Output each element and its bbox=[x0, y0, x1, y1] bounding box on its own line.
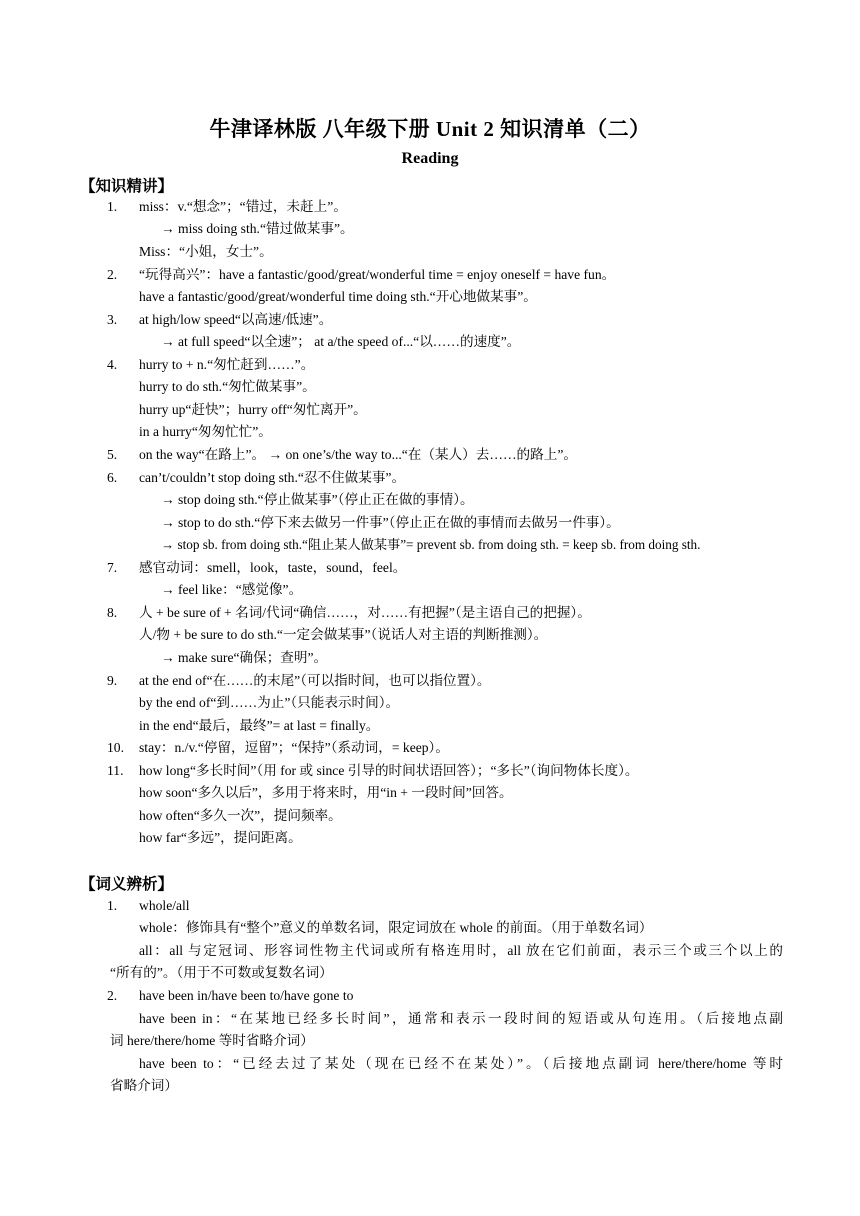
item-number: 10. bbox=[107, 740, 124, 755]
document-subtitle: Reading bbox=[401, 150, 459, 167]
item-line: → feel like：“感觉像”。 bbox=[161, 582, 303, 597]
item-number: 2. bbox=[107, 267, 118, 282]
item-number: 7. bbox=[107, 560, 118, 575]
section-heading-knowledge: 【知识精讲】 bbox=[80, 178, 174, 195]
item-line: → stop doing sth.“停止做某事”（停止正在做的事情）。 bbox=[161, 492, 474, 507]
item-line: 感官动词：smell，look，taste，sound，feel。 bbox=[139, 560, 407, 575]
item-number: 9. bbox=[107, 673, 118, 688]
item-line: 省略介词） bbox=[110, 1078, 178, 1093]
item-line: Miss：“小姐，女士”。 bbox=[139, 244, 273, 259]
item-line: in a hurry“匆匆忙忙”。 bbox=[139, 424, 272, 439]
item-line: “玩得高兴”：have a fantastic/good/great/wonderful time = enjoy oneself = have fun。 bbox=[139, 267, 616, 282]
item-line: how often“多久一次”，提问频率。 bbox=[139, 808, 342, 823]
item-line: 词 here/there/home 等时省略介词） bbox=[110, 1033, 314, 1048]
item-line: 人/物 + be sure to do sth.“一定会做某事”（说话人对主语的判断推测）。 bbox=[139, 627, 548, 642]
item-line: how soon“多久以后”，多用于将来时，用“in + 一段时间”回答。 bbox=[139, 785, 513, 800]
item-line: how far“多远”，提问距离。 bbox=[139, 830, 302, 845]
item-line: → make sure“确保；查明”。 bbox=[161, 650, 328, 665]
item-line: whole：修饰具有“整个”意义的单数名词，限定词放在 whole 的前面。（用于单数名词） bbox=[139, 920, 653, 935]
item-line: miss：v.“想念”；“错过，未赶上”。 bbox=[139, 199, 347, 214]
item-line: → miss doing sth.“错过做某事”。 bbox=[161, 221, 354, 236]
item-number: 6. bbox=[107, 470, 118, 485]
item-line: “所有的”。（用于不可数或复数名词） bbox=[110, 965, 333, 980]
item-line: at the end of“在……的末尾”（可以指时间，也可以指位置）。 bbox=[139, 673, 491, 688]
item-line: hurry up“赶快”；hurry off“匆忙离开”。 bbox=[139, 402, 367, 417]
document-title: 牛津译林版 八年级下册 Unit 2 知识清单（二） bbox=[209, 117, 651, 141]
item-head: whole/all bbox=[139, 898, 190, 913]
item-number: 4. bbox=[107, 357, 118, 372]
item-head: have been in/have been to/have gone to bbox=[139, 988, 354, 1003]
section-heading-word-distinction: 【词义辨析】 bbox=[80, 876, 174, 893]
item-line: have been to：“已经去过了某处（现在已经不在某处）”。（后接地点副词 here/there/home 等时 bbox=[139, 1056, 783, 1071]
item-line: by the end of“到……为止”（只能表示时间）。 bbox=[139, 695, 400, 710]
item-line: on the way“在路上”。 → on one’s/the way to...“在（某人）去……的路上”。 bbox=[139, 447, 577, 462]
item-line: 人 + be sure of + 名词/代词“确信……，对……有把握”（是主语自己的把握）。 bbox=[139, 605, 591, 620]
item-line: → stop to do sth.“停下来去做另一件事”（停止正在做的事情而去做另一件事）。 bbox=[161, 515, 620, 530]
item-line: stay：n./v.“停留，逗留”；“保持”（系动词，= keep）。 bbox=[139, 740, 449, 755]
item-number: 3. bbox=[107, 312, 118, 327]
item-line: have been in：“在某地已经多长时间”，通常和表示一段时间的短语或从句连用。（后接地点副 bbox=[139, 1011, 783, 1026]
item-number: 8. bbox=[107, 605, 118, 620]
item-line: → stop sb. from doing sth.“阻止某人做某事”= prevent sb. from doing sth. = keep sb. from doing sth. bbox=[161, 537, 701, 552]
item-number: 1. bbox=[107, 199, 118, 214]
item-line: all：all 与定冠词、形容词性物主代词或所有格连用时，all 放在它们前面，表示三个或三个以上的 bbox=[139, 943, 783, 958]
item-line: in the end“最后，最终”= at last = finally。 bbox=[139, 718, 380, 733]
item-number: 1. bbox=[107, 898, 118, 913]
item-number: 11. bbox=[107, 763, 124, 778]
item-line: how long“多长时间”（用 for 或 since 引导的时间状语回答）；“多长”（询问物体长度）。 bbox=[139, 763, 639, 778]
item-number: 2. bbox=[107, 988, 118, 1003]
item-line: at high/low speed“以高速/低速”。 bbox=[139, 312, 333, 327]
item-line: can’t/couldn’t stop doing sth.“忍不住做某事”。 bbox=[139, 470, 406, 485]
item-line: hurry to do sth.“匆忙做某事”。 bbox=[139, 379, 316, 394]
item-line: hurry to + n.“匆忙赶到……”。 bbox=[139, 357, 315, 372]
item-line: → at full speed“以全速”； at a/the speed of...“以……的速度”。 bbox=[161, 334, 521, 349]
item-number: 5. bbox=[107, 447, 118, 462]
item-line: have a fantastic/good/great/wonderful time doing sth.“开心地做某事”。 bbox=[139, 289, 537, 304]
